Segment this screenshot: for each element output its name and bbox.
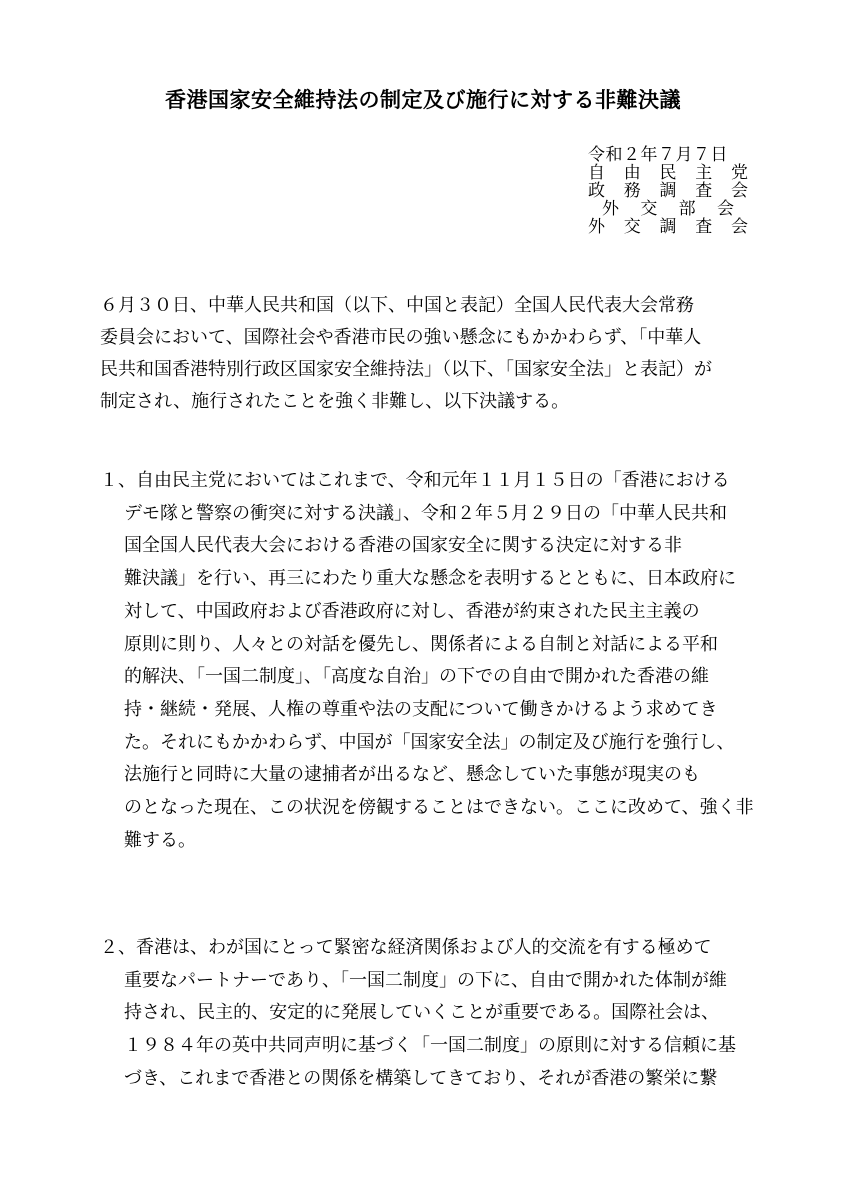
issuer-committee: 外交調査会 bbox=[588, 217, 748, 237]
clause-line: 対して、中国政府および香港政府に対し、香港が約束された民主主義の bbox=[124, 600, 700, 622]
clause-line: た。それにもかかわらず、中国が「国家安全法」の制定及び施行を強行し、 bbox=[124, 731, 735, 753]
intro-line: ６月３０日、中華人民共和国（以下、中国と表記）全国人民代表大会常務 bbox=[100, 295, 694, 316]
clause-line: 国全国人民代表大会における香港の国家安全に関する決定に対する非 bbox=[124, 535, 682, 557]
clause-line: のとなった現在、この状況を傍観することはできない。ここに改めて、強く非 bbox=[124, 797, 754, 819]
intro-line: 制定され、施行されたことを強く非難し、以下決議する。 bbox=[100, 391, 570, 412]
issuer-block bbox=[588, 146, 748, 236]
clause-line: 難する。 bbox=[124, 829, 196, 851]
clause-line: ２、香港は、わが国にとって緊密な経済関係および人的交流を有する極めて bbox=[100, 937, 712, 958]
issuer-party: 自由民主党 bbox=[588, 163, 748, 183]
clause-2 bbox=[100, 932, 760, 1096]
clause-line: 的解決、「一国二制度」、「高度な自治」の下での自由で開かれた香港の維 bbox=[124, 666, 709, 688]
intro-line: 委員会において、国際社会や香港市民の強い懸念にもかかわらず、「中華人 bbox=[100, 327, 702, 348]
clause-line: デモ隊と警察の衝突に対する決議」、令和２年５月２９日の「中華人民共和 bbox=[124, 502, 727, 524]
clause-line: １９８４年の英中共同声明に基づく「一国二制度」の原則に対する信頼に基 bbox=[124, 1035, 736, 1057]
issue-date: 令和２年７月７日 bbox=[588, 145, 728, 165]
clause-line: 難決議」を行い、再三にわたり重大な懸念を表明するとともに、日本政府に bbox=[124, 568, 736, 590]
clause-line: づき、これまで香港との関係を構築してきており、それが香港の繁栄に繋 bbox=[124, 1067, 718, 1089]
clause-line: 重要なパートナーであり、「一国二制度」の下に、自由で開かれた体制が維 bbox=[124, 969, 727, 991]
intro-line: 民共和国香港特別行政区国家安全維持法」（以下、「国家安全法」と表記）が bbox=[100, 359, 712, 380]
clause-line: １、自由民主党においてはこれまで、令和元年１１月１５日の「香港における bbox=[100, 470, 730, 491]
intro-paragraph bbox=[100, 290, 750, 418]
clause-line: 原則に則り、人々との対話を優先し、関係者による自制と対話による平和 bbox=[124, 633, 718, 655]
clause-line: 持・継続・発展、人権の尊重や法の支配について働きかけるよう求めてき bbox=[124, 698, 718, 720]
issuer-council: 政務調査会 bbox=[588, 181, 748, 201]
issuer-division: 外交部会 bbox=[602, 199, 734, 219]
document-title: 香港国家安全維持法の制定及び施行に対する非難決議 bbox=[165, 88, 681, 112]
clause-1 bbox=[100, 465, 760, 857]
clause-line: 法施行と同時に大量の逮捕者が出るなど、懸念していた事態が現実のも bbox=[124, 764, 700, 786]
clause-line: 持され、民主的、安定的に発展していくことが重要である。国際社会は、 bbox=[124, 1002, 720, 1024]
